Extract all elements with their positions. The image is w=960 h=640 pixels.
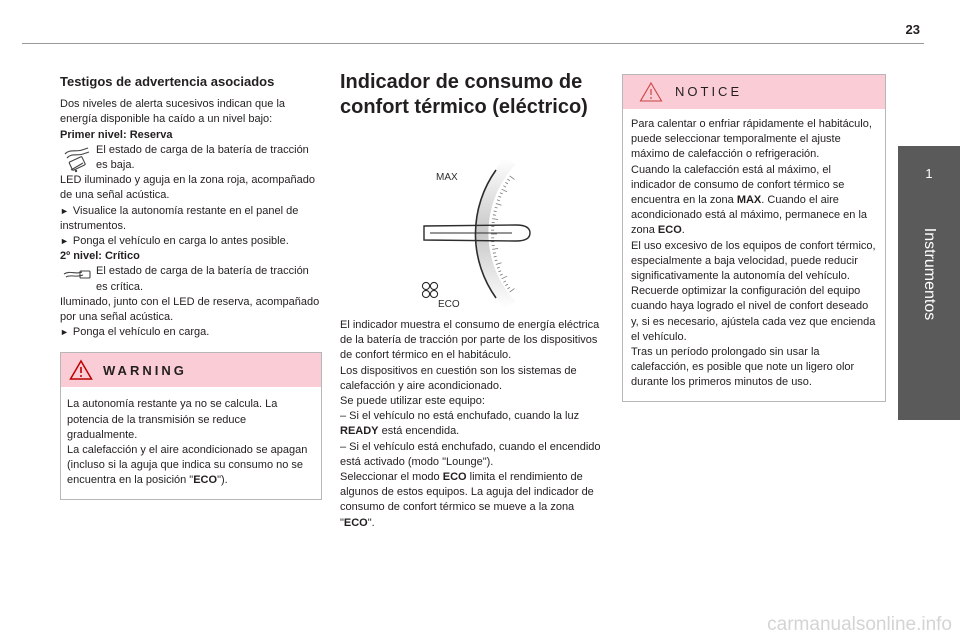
usage-item-2: – Si el vehículo está enchufado, cuando el encendido está activado (modo "Lounge"). (340, 440, 601, 468)
reserve-bullet-2: ► Ponga el vehículo en carga lo antes posible. (60, 235, 289, 248)
bullet-arrow-icon: ► (60, 327, 69, 338)
gauge-tick (507, 287, 510, 289)
gauge-tick (503, 186, 506, 188)
gauge-eco-label: ECO (438, 299, 460, 310)
notice-text-5: Tras un período prolongado sin usar la calefacción, es posible que note un ligero olor durante los primeros minutos de uso. (631, 346, 855, 389)
warning-body (61, 387, 321, 498)
first-level-title: Primer nivel: Reserva (60, 128, 173, 141)
gauge-tick (505, 284, 508, 286)
battery-critical-icon (62, 265, 92, 287)
gauge-tick (495, 260, 498, 261)
gauge-tick (495, 207, 498, 208)
gauge-description: El indicador muestra el consumo de energía eléctrica de la batería de tracción por parte de los dispositivos de confort térmico en el habitáculo. (340, 319, 600, 362)
section-title: Indicador de consumo de confort térmico (eléctrico) (340, 71, 588, 118)
gauge-tick (505, 182, 508, 184)
gauge-tick (493, 215, 496, 216)
gauge-tick (498, 196, 501, 197)
bullet-arrow-icon: ► (60, 205, 69, 216)
gauge-tick (496, 263, 502, 265)
page-number: 23 (905, 22, 920, 37)
bullet-arrow-icon: ► (60, 236, 69, 247)
gauge-tick (494, 256, 497, 257)
notice-triangle-icon (639, 81, 663, 103)
notice-text-2: Cuando la calefacción está al máximo, el indicador de consumo de confort térmico se encuentra en la zona MAX. Cuando el aire acondicionado está al máximo, permanece en la zona ECO. (631, 163, 868, 237)
site-watermark: carmanualsonline.info (767, 614, 952, 635)
gauge-tick (502, 276, 507, 279)
warning-triangle-icon (69, 359, 93, 381)
gauge-tick (503, 281, 506, 283)
right-column (622, 74, 886, 402)
intro-text: Dos niveles de alerta sucesivos indican que la energía disponible ha caído a un nivel bajo: (60, 98, 286, 126)
reserve-warning-item (60, 143, 322, 173)
middle-column (340, 71, 602, 531)
warning-box (60, 352, 322, 499)
notice-text-3: El uso excesivo de los equipos de confort térmico, especialmente a baja velocidad, puede reducir significativamente la autonomía del vehículo. (631, 239, 876, 283)
chapter-label: Instrumentos (921, 227, 938, 321)
warning-text-1: La autonomía restante ya no se calcula. La potencia de la transmisión se reduce gradualmente. (67, 398, 278, 441)
usage-item-1: – Si el vehículo no está enchufado, cuando la luz READY está encendida. (340, 410, 580, 438)
gauge-tick (494, 211, 497, 212)
critical-description: El estado de carga de la batería de tracción es crítica. (96, 265, 309, 293)
section-heading: Testigos de advertencia asociados (60, 74, 275, 89)
warning-text-2: La calefacción y el aire acondicionado se apagan (incluso si la aguja que indica su consumo no se encuentra en la posición "ECO"). (67, 444, 308, 487)
gauge-tick (510, 289, 515, 293)
notice-body (623, 109, 885, 401)
gauge-tick (507, 179, 510, 181)
gauge-max-label: MAX (436, 172, 458, 183)
notice-title: NOTICE (675, 84, 743, 100)
gauge-tick (497, 267, 500, 268)
second-level-title: 2º nivel: Crítico (60, 250, 140, 263)
gauge-tick (493, 253, 496, 254)
reserve-led-text: LED iluminado y aguja en la zona roja, acompañado de una señal acústica. (60, 174, 315, 202)
chapter-number: 1 (925, 166, 933, 181)
gauge-tick (492, 249, 498, 250)
thermal-comfort-gauge (384, 150, 534, 310)
warning-header (61, 353, 321, 387)
eco-mode-text: Seleccionar el modo ECO limita el rendimiento de algunos de estos equipos. La aguja del indicador de consumo de confort térmico se mueve a la zona "ECO". (340, 471, 594, 529)
notice-text-1: Para calentar o enfriar rápidamente el habitáculo, puede seleccionar temporalmente el ajuste máximo de calefacción o refrigeración. (631, 118, 872, 161)
reserve-bullet-1: ► Visualice la autonomía restante en el panel de instrumentos. (60, 204, 299, 232)
gauge-tick (498, 271, 501, 272)
fan-icon (422, 282, 437, 297)
notice-text-4: Recuerde optimizar la configuración del equipo cuando haya logrado el nivel de confort deseado y, si es necesario, ajústela cada vez que encienda el vehículo. (631, 285, 876, 343)
gauge-tick (502, 189, 507, 192)
gauge-tick (500, 274, 503, 275)
gauge-tick (497, 200, 500, 201)
chapter-tab[interactable] (898, 146, 960, 420)
critical-warning-item (60, 264, 322, 294)
notice-box (622, 74, 886, 402)
header-divider (22, 43, 924, 44)
left-column (60, 74, 322, 500)
reserve-description: El estado de carga de la batería de tracción es baja. (96, 143, 309, 172)
warning-title: WARNING (103, 362, 187, 378)
gauge-tick (500, 193, 503, 194)
notice-header (623, 75, 885, 109)
critical-bullet-1: ► Ponga el vehículo en carga. (60, 326, 210, 339)
critical-led-text: Iluminado, junto con el LED de reserva, acompañado por una señal acústica. (60, 295, 320, 324)
gauge-tick (496, 204, 502, 206)
devices-text: Los dispositivos en cuestión son los sistemas de calefacción y aire acondicionado. (340, 364, 577, 392)
gauge-tick (510, 176, 515, 180)
gauge-tick (492, 219, 498, 220)
usage-intro: Se puede utilizar este equipo: (340, 395, 485, 408)
battery-reserve-icon (62, 144, 92, 174)
